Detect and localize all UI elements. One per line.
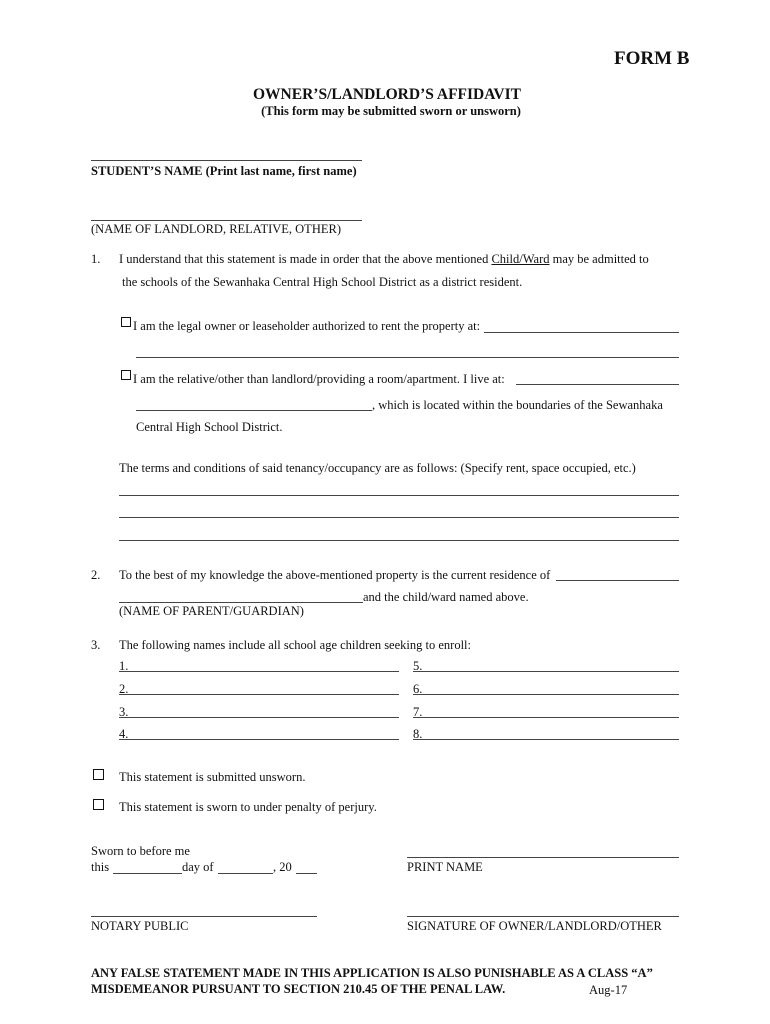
owner-option-label: I am the legal owner or leaseholder authorized to rent the property at: bbox=[133, 319, 481, 333]
student-name-field[interactable] bbox=[91, 160, 362, 161]
page-subtitle: (This form may be submitted sworn or unsworn) bbox=[261, 104, 521, 118]
relative-option-label: I am the relative/other than landlord/providing a room/apartment. I live at: bbox=[133, 372, 505, 386]
section-1-number: 1. bbox=[91, 252, 101, 266]
form-label: FORM B bbox=[614, 48, 690, 69]
unsworn-label: This statement is submitted unsworn. bbox=[119, 770, 306, 784]
day-field[interactable] bbox=[113, 873, 182, 874]
child-field-6[interactable] bbox=[413, 694, 679, 695]
child-number: 5. bbox=[413, 659, 423, 673]
child-number: 1. bbox=[119, 659, 129, 673]
print-name-field[interactable] bbox=[407, 857, 679, 858]
sworn-checkbox[interactable] bbox=[93, 799, 104, 810]
month-field[interactable] bbox=[218, 873, 273, 874]
owner-checkbox[interactable] bbox=[121, 317, 131, 327]
section-2-number: 2. bbox=[91, 568, 101, 582]
terms-line-2[interactable] bbox=[119, 517, 679, 518]
owner-signature-label: SIGNATURE OF OWNER/LANDLORD/OTHER bbox=[407, 919, 662, 933]
relative-address-cont: , which is located within the boundaries of the Sewanhaka bbox=[372, 398, 663, 412]
student-name-label: STUDENT’S NAME (Print last name, first name) bbox=[91, 164, 357, 178]
this-label: this bbox=[91, 860, 110, 874]
terms-label: The terms and conditions of said tenancy/occupancy are as follows: (Specify rent, space occupied, etc.) bbox=[119, 461, 636, 475]
landlord-name-label: (NAME OF LANDLORD, RELATIVE, OTHER) bbox=[91, 222, 341, 236]
parent-name-label: (NAME OF PARENT/GUARDIAN) bbox=[119, 604, 304, 618]
unsworn-checkbox[interactable] bbox=[93, 769, 104, 780]
notary-label: NOTARY PUBLIC bbox=[91, 919, 189, 933]
child-field-5[interactable] bbox=[413, 671, 679, 672]
relative-address-field[interactable] bbox=[516, 384, 679, 385]
section-1-text-line2: the schools of the Sewanhaka Central High School District as a district resident. bbox=[122, 275, 523, 289]
terms-line-1[interactable] bbox=[119, 495, 679, 496]
child-field-3[interactable] bbox=[119, 717, 399, 718]
false-statement-warning-2: MISDEMEANOR PURSUANT TO SECTION 210.45 OF THE PENAL LAW. bbox=[91, 982, 506, 996]
notary-signature-field[interactable] bbox=[91, 916, 317, 917]
child-number: 2. bbox=[119, 682, 129, 696]
owner-signature-field[interactable] bbox=[407, 916, 679, 917]
section-3-text: The following names include all school age children seeking to enroll: bbox=[119, 638, 471, 652]
child-number: 6. bbox=[413, 682, 423, 696]
child-number: 7. bbox=[413, 705, 423, 719]
landlord-name-field[interactable] bbox=[91, 220, 362, 221]
section-3-number: 3. bbox=[91, 638, 101, 652]
child-number: 8. bbox=[413, 727, 423, 741]
residence-of-field[interactable] bbox=[556, 580, 679, 581]
year-prefix-label: , 20 bbox=[273, 860, 292, 874]
owner-property-address-field-2[interactable] bbox=[136, 357, 679, 358]
child-field-4[interactable] bbox=[119, 739, 399, 740]
section-2-text: To the best of my knowledge the above-mentioned property is the current residence of bbox=[119, 568, 551, 582]
parent-name-field[interactable] bbox=[119, 602, 363, 603]
relative-address-field-2[interactable] bbox=[136, 410, 372, 411]
terms-line-3[interactable] bbox=[119, 540, 679, 541]
child-field-1[interactable] bbox=[119, 671, 399, 672]
section-2-text-cont: and the child/ward named above. bbox=[363, 590, 529, 604]
child-number: 4. bbox=[119, 727, 129, 741]
child-field-2[interactable] bbox=[119, 694, 399, 695]
false-statement-warning-1: ANY FALSE STATEMENT MADE IN THIS APPLICATION IS ALSO PUNISHABLE AS A CLASS “A” bbox=[91, 966, 653, 980]
day-of-label: day of bbox=[182, 860, 214, 874]
print-name-label: PRINT NAME bbox=[407, 860, 483, 874]
year-field[interactable] bbox=[296, 873, 317, 874]
date-code: Aug-17 bbox=[589, 983, 628, 997]
sworn-label: This statement is sworn to under penalty of perjury. bbox=[119, 800, 377, 814]
relative-address-cont2: Central High School District. bbox=[136, 420, 283, 434]
child-ward-link: Child/Ward bbox=[491, 252, 550, 266]
child-field-8[interactable] bbox=[413, 739, 679, 740]
owner-property-address-field[interactable] bbox=[484, 332, 679, 333]
page-title: OWNER’S/LANDLORD’S AFFIDAVIT bbox=[253, 86, 521, 103]
child-field-7[interactable] bbox=[413, 717, 679, 718]
section-1-text: I understand that this statement is made in order that the above mentioned Child/Ward may be admitted to bbox=[119, 252, 649, 266]
relative-checkbox[interactable] bbox=[121, 370, 131, 380]
sworn-before-label: Sworn to before me bbox=[91, 844, 190, 858]
child-number: 3. bbox=[119, 705, 129, 719]
